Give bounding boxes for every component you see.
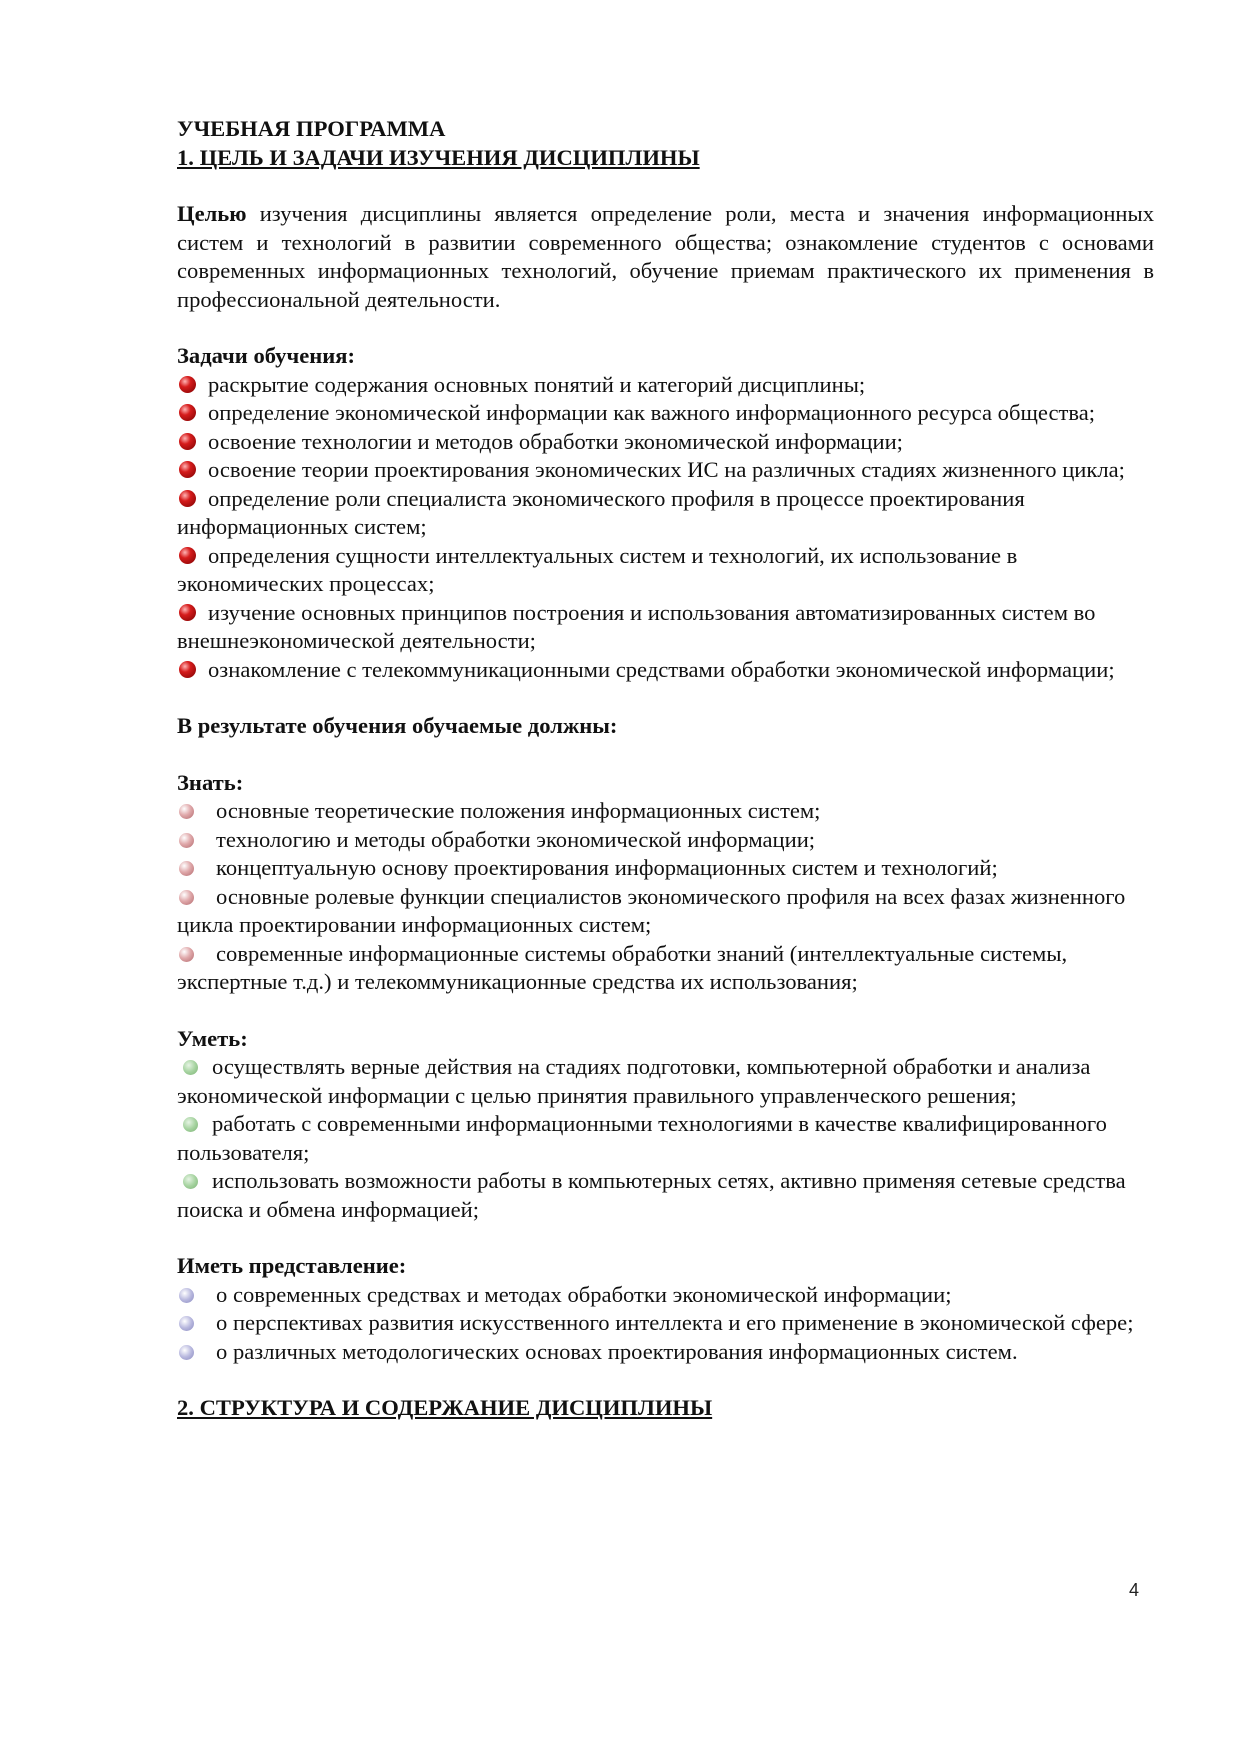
can-list <box>177 1053 1154 1224</box>
page-number: 4 <box>1129 1580 1140 1600</box>
red-bullet-icon <box>179 547 196 564</box>
list-item: концептуальную основу проектирования информационных систем и технологий; <box>177 854 1154 883</box>
know-list <box>177 797 1154 997</box>
tasks-list <box>177 371 1154 685</box>
list-item: определение роли специалиста экономического профиля в процессе проектирования информационных систем; <box>177 485 1025 539</box>
list-item: основные теоретические положения информационных систем; <box>177 797 1154 826</box>
document-page <box>177 115 1154 1423</box>
red-bullet-icon <box>179 661 196 678</box>
list-item: использовать возможности работы в компьютерных сетях, активно применяя сетевые средства поиска и обмена информацией; <box>177 1168 1126 1222</box>
goal-lead: Целью <box>177 201 247 226</box>
lavender-bullet-icon <box>179 1345 194 1360</box>
list-item: ознакомление с телекоммуникационными средствами обработки экономической информации; <box>177 656 1154 685</box>
red-bullet-icon <box>179 461 196 478</box>
red-bullet-icon <box>179 404 196 421</box>
lavender-bullet-icon <box>179 1316 194 1331</box>
list-item: технологию и методы обработки экономической информации; <box>177 826 1154 855</box>
can-heading: Уметь: <box>177 1025 248 1051</box>
pink-bullet-icon <box>179 890 194 905</box>
list-item: раскрытие содержания основных понятий и категорий дисциплины; <box>177 371 1154 400</box>
pink-bullet-icon <box>179 804 194 819</box>
red-bullet-icon <box>179 604 196 621</box>
list-item: о современных средствах и методах обработки экономической информации; <box>177 1281 1154 1310</box>
pink-bullet-icon <box>179 833 194 848</box>
red-bullet-icon <box>179 433 196 450</box>
list-item: современные информационные системы обработки знаний (интеллектуальные системы, экспертные т.д.) и телекоммуникационные средства их использования; <box>177 940 1068 994</box>
red-bullet-icon <box>179 490 196 507</box>
red-bullet-icon <box>179 376 196 393</box>
goal-paragraph <box>177 200 1154 314</box>
understand-list <box>177 1281 1154 1367</box>
list-item: о перспективах развития искусственного интеллекта и его применение в экономической сфере; <box>177 1309 1154 1338</box>
green-bullet-icon <box>183 1174 198 1189</box>
list-item: работать с современными информационными технологиями в качестве квалифицированного пользователя; <box>177 1111 1107 1165</box>
list-item: определение экономической информации как важного информационного ресурса общества; <box>177 399 1154 428</box>
section-heading-2: 2. СТРУКТУРА И СОДЕРЖАНИЕ ДИСЦИПЛИНЫ <box>177 1395 713 1420</box>
results-heading: В результате обучения обучаемые должны: <box>177 713 618 738</box>
list-item: осуществлять верные действия на стадиях подготовки, компьютерной обработки и анализа экономической информации с целью принятия правильного управленческого решения; <box>177 1054 1091 1108</box>
list-item: изучение основных принципов построения и использования автоматизированных систем во внешнеэкономической деятельности; <box>177 599 1096 653</box>
green-bullet-icon <box>183 1117 198 1132</box>
list-item: основные ролевые функции специалистов экономического профиля на всех фазах жизненного цикла проектировании информационных систем; <box>177 883 1126 937</box>
section-heading-1: 1. ЦЕЛЬ И ЗАДАЧИ ИЗУЧЕНИЯ ДИСЦИПЛИНЫ <box>177 144 700 170</box>
list-item: о различных методологических основах проектирования информационных систем. <box>177 1338 1154 1367</box>
pink-bullet-icon <box>179 861 194 876</box>
goal-text: изучения дисциплины является определение роли, места и значения информационных систем и технологий в развитии современного общества; ознакомление студентов с основами современных информационных технологий, обучение приемам практического их применения в профессиональной деятельности. <box>177 201 1155 312</box>
document-title: УЧЕБНАЯ ПРОГРАММА <box>177 116 446 141</box>
tasks-heading: Задачи обучения: <box>177 343 356 368</box>
list-item: освоение теории проектирования экономических ИС на различных стадиях жизненного цикла; <box>177 456 1154 485</box>
lavender-bullet-icon <box>179 1288 194 1303</box>
green-bullet-icon <box>183 1060 198 1075</box>
know-heading: Знать: <box>177 769 244 795</box>
list-item: определения сущности интеллектуальных систем и технологий, их использование в экономических процессах; <box>177 542 1018 596</box>
pink-bullet-icon <box>179 947 194 962</box>
understand-heading: Иметь представление: <box>177 1253 407 1278</box>
list-item: освоение технологии и методов обработки экономической информации; <box>177 428 1154 457</box>
